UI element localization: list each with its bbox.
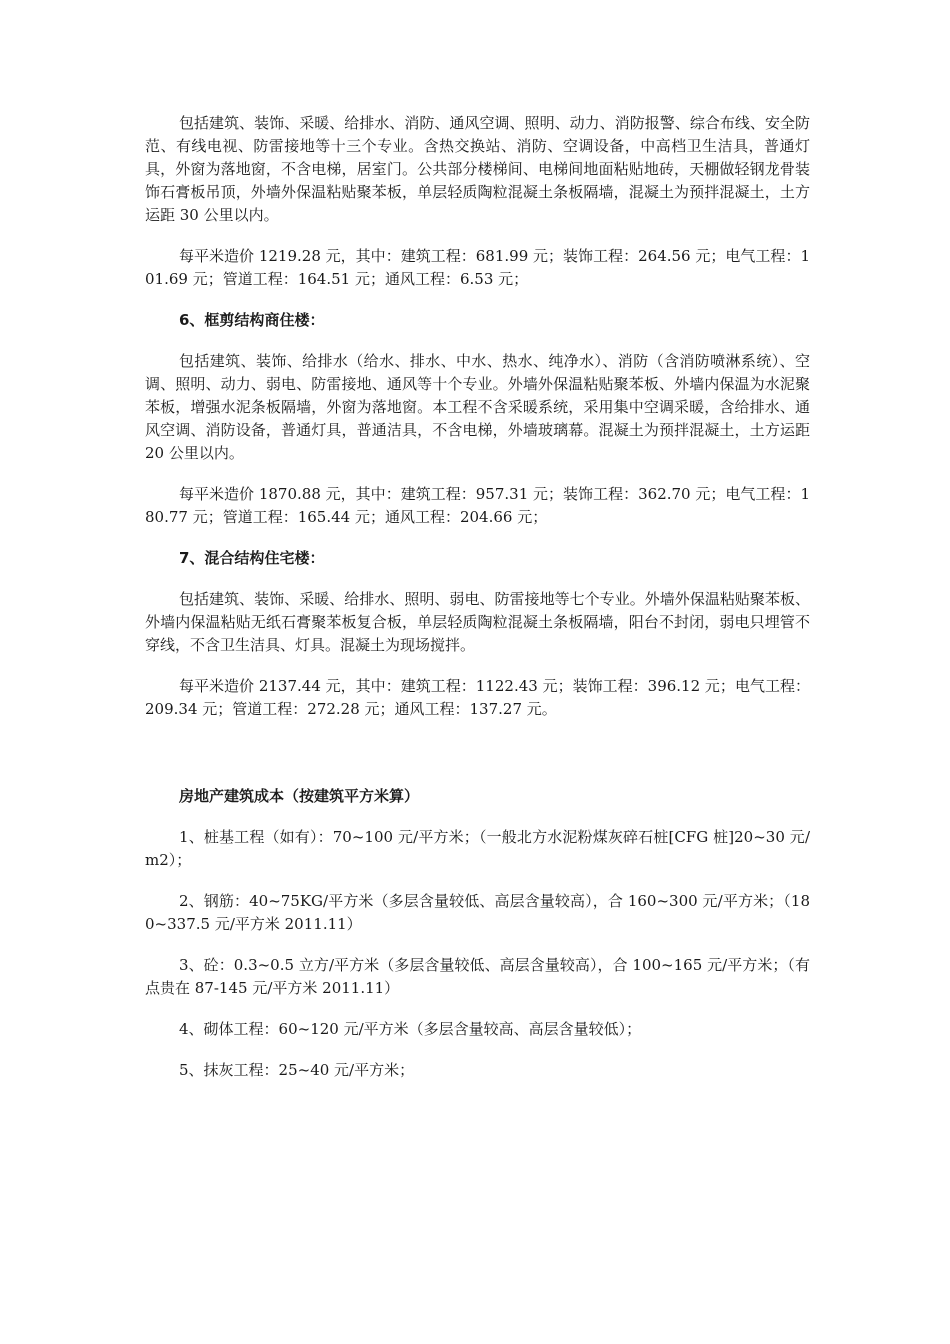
section-heading-6: 6、框剪结构商住楼： (179, 311, 325, 329)
list-item-masonry: 4、砌体工程：60~120 元/平方米（多层含量较高、高层含量较低）； (179, 1020, 642, 1038)
paragraph-unit-cost: 每平米造价 1219.28 元，其中：建筑工程：681.99 元；装饰工程：264.56 元；电气工程：101.69 元；管道工程：164.51 元；通风工程：6.53 元； (145, 247, 810, 288)
paragraph-scope-description: 包括建筑、装饰、采暖、给排水、照明、弱电、防雷接地等七个专业。外墙外保温粘贴聚苯板、外墙内保温粘贴无纸石膏聚苯板复合板，单层轻质陶粒混凝土条板隔墙，阳台不封闭，弱电只埋管不穿线，不含卫生洁具、灯具。混凝土为现场搅拌。 (145, 590, 810, 654)
paragraph-unit-cost: 每平米造价 2137.44 元，其中：建筑工程：1122.43 元；装饰工程：396.12 元；电气工程：209.34 元；管道工程：272.28 元；通风工程：137.27 元。 (145, 677, 810, 718)
document-body (145, 112, 810, 1082)
paragraph-scope-description: 包括建筑、装饰、给排水（给水、排水、中水、热水、纯净水）、消防（含消防喷淋系统）、空调、照明、动力、弱电、防雷接地、通风等十个专业。外墙外保温粘贴聚苯板、外墙内保温为水泥聚苯板，增强水泥条板隔墙，外窗为落地窗。本工程不含采暖系统，采用集中空调采暖，含给排水、通风空调、消防设备，普通灯具，普通洁具，不含电梯，外墙玻璃幕。混凝土为预拌混凝土，土方运距 20 公里以内。 (145, 352, 810, 462)
paragraph-unit-cost: 每平米造价 1870.88 元，其中：建筑工程：957.31 元；装饰工程：362.70 元；电气工程：180.77 元；管道工程：165.44 元；通风工程：204.66 元； (145, 485, 810, 526)
list-item-rebar: 2、钢筋：40~75KG/平方米（多层含量较低、高层含量较高），合 160~300 元/平方米；（180~337.5 元/平方米 2011.11） (145, 892, 810, 933)
list-item-plastering: 5、抹灰工程：25~40 元/平方米； (179, 1061, 415, 1079)
section-heading-7: 7、混合结构住宅楼： (179, 549, 325, 567)
paragraph-scope-description: 包括建筑、装饰、采暖、给排水、消防、通风空调、照明、动力、消防报警、综合布线、安全防范、有线电视、防雷接地等十三个专业。含热交换站、消防、空调设备，中高档卫生洁具，普通灯具，外窗为落地窗，不含电梯，居室门。公共部分楼梯间、电梯间地面粘贴地砖，天棚做轻钢龙骨装饰石膏板吊顶，外墙外保温粘贴聚苯板，单层轻质陶粒混凝土条板隔墙，混凝土为预拌混凝土，土方运距 30 公里以内。 (145, 114, 810, 224)
section-heading-cost: 房地产建筑成本（按建筑平方米算） (179, 787, 420, 805)
list-item-pile-foundation: 1、桩基工程（如有）：70~100 元/平方米；（一般北方水泥粉煤灰碎石桩[CFG 桩]20~30 元/m2）； (145, 828, 810, 869)
list-item-concrete: 3、砼：0.3~0.5 立方/平方米（多层含量较低、高层含量较高），合 100~165 元/平方米；（有点贵在 87-145 元/平方米 2011.11） (145, 956, 810, 997)
